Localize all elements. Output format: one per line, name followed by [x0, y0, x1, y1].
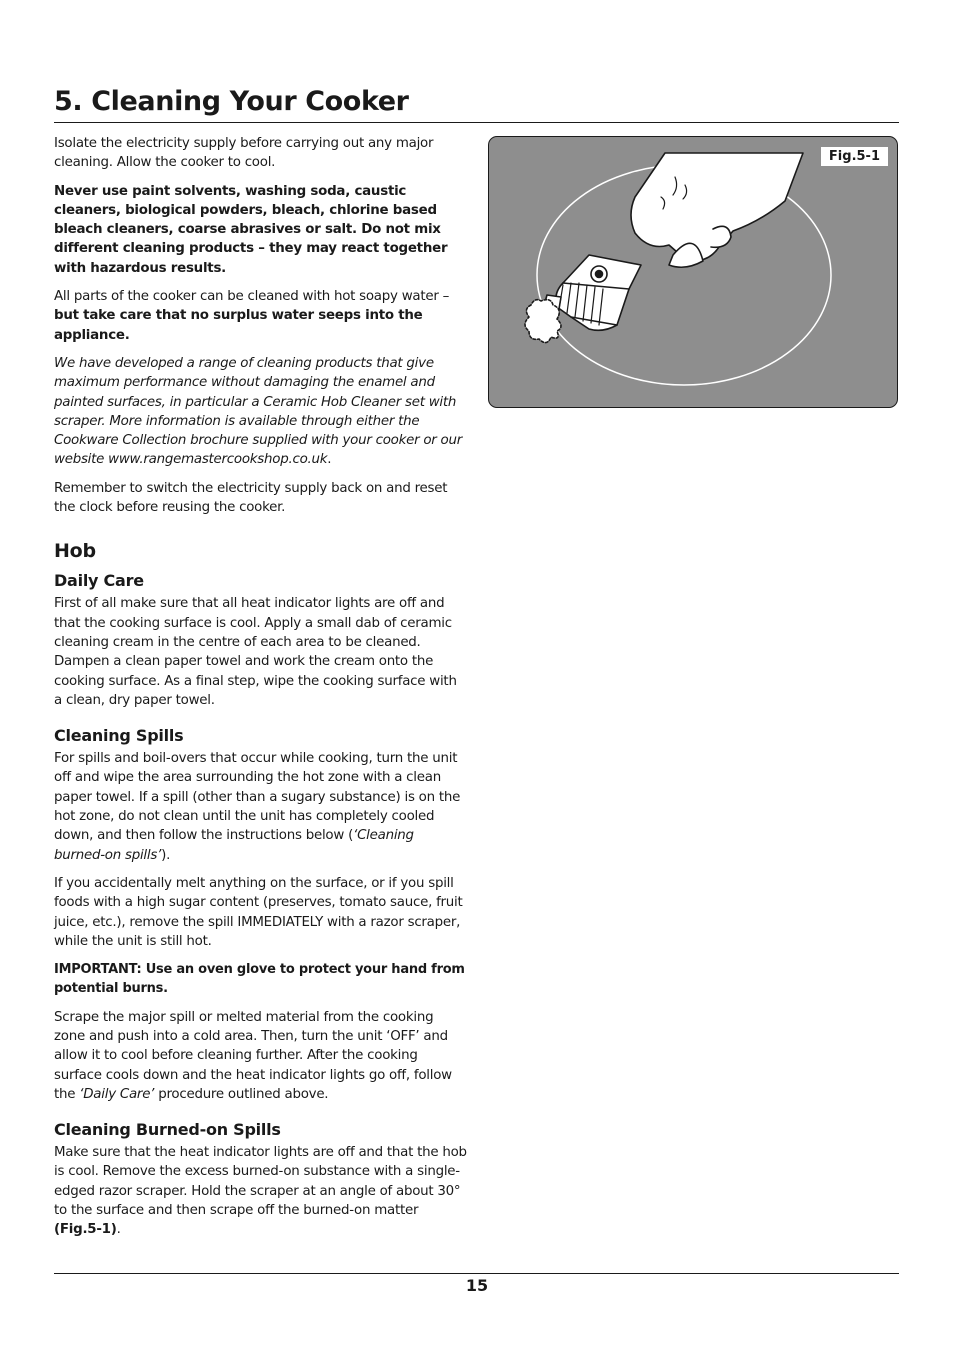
- surplus-water-warning: but take care that no surplus water seeps into the appliance.: [54, 308, 423, 343]
- hand-holding-scraper: [525, 153, 803, 343]
- title-rule: [54, 122, 899, 123]
- figure-reference: (Fig.5-1): [54, 1222, 117, 1238]
- important-text: Use an oven glove to protect your hand from potential burns.: [54, 962, 465, 997]
- products-end: .: [327, 452, 332, 468]
- spills-text-1-end: ).: [161, 847, 171, 863]
- page-number: 15: [465, 1276, 489, 1295]
- daily-care-heading: Daily Care: [54, 571, 144, 591]
- spills-paragraph-2: If you accidentally melt anything on the surface, or if you spill foods with a high sugar content (preserves, tomato sauce, fruit juice, etc.), remove the spill IMMEDIATELY with a razor scraper, while the unit is still hot.: [54, 875, 463, 949]
- hob-heading: Hob: [54, 540, 96, 563]
- daily-care-reference: ‘Daily Care’: [79, 1086, 155, 1102]
- left-column: [54, 134, 468, 1249]
- hob-scraper-illustration: [489, 137, 897, 407]
- intro-products-paragraph: [54, 354, 468, 470]
- spills-paragraph-1: [54, 749, 468, 865]
- intro-warning-paragraph: Never use paint solvents, washing soda, caustic cleaners, biological powders, bleach, chlorine based bleach cleaners, coarse abrasives or salt. Do not mix different cleaning products – they may react together with hazardous results.: [54, 183, 448, 276]
- intro-isolate-paragraph: Isolate the electricity supply before carrying out any major cleaning. Allow the cooker to cool.: [54, 136, 434, 171]
- burned-on-spills-heading: Cleaning Burned-on Spills: [54, 1120, 281, 1140]
- soapy-water-text: All parts of the cooker can be cleaned with hot soapy water –: [54, 289, 450, 305]
- burned-on-paragraph: [54, 1143, 468, 1239]
- cleaning-spills-heading: Cleaning Spills: [54, 726, 184, 746]
- figure-hob-scraper: [488, 136, 898, 408]
- footer-rule: [54, 1273, 899, 1274]
- important-note: [54, 960, 468, 999]
- burned-on-text: Make sure that the heat indicator lights are off and that the hob is cool. Remove the excess burned-on substance with a single-edged razor scraper. Hold the scraper at an angle of about 30° to the surface and then scrape off the burned-on matter: [54, 1145, 467, 1219]
- products-text: We have developed a range of cleaning products that give maximum performance without damaging the enamel and painted surfaces, in particular a Ceramic Hob Cleaner set with scraper. More information is available through either the Cookware Collection brochure supplied with your cooker or our website www.rangemastercookshop.co.uk: [54, 355, 462, 468]
- spills-text-4-end: procedure outlined above.: [154, 1086, 329, 1102]
- spills-text-4: Scrape the major spill or melted material from the cooking zone and push into a cold area. Then, turn the unit ‘OFF’ and allow it to cool before cleaning further. After the cooking surface cools down and the heat indicator lights go off, follow the: [54, 1009, 452, 1102]
- spills-paragraph-4: [54, 1008, 468, 1104]
- daily-care-paragraph: First of all make sure that all heat indicator lights are off and that the cooking surface is cool. Apply a small dab of ceramic cleaning cream in the centre of each area to be cleaned. Dampen a clean paper towel and work the cream onto the cooking surface. As a final step, wipe the cooking surface with a clean, dry paper towel.: [54, 596, 457, 708]
- important-label: IMPORTANT:: [54, 962, 142, 978]
- spills-reference: ‘Cleaning burned-on spills’: [54, 828, 414, 863]
- page-title: 5. Cleaning Your Cooker: [54, 86, 409, 117]
- burned-on-end: .: [116, 1222, 121, 1238]
- spills-text-1: For spills and boil-overs that occur while cooking, turn the unit off and wipe the area surrounding the hot zone with a clean paper towel. If a spill (other than a sugary substance) is on the hot zone, do not clean until the unit has completely cooled down, and then follow the instructions below (: [54, 751, 461, 844]
- intro-reset-clock-paragraph: Remember to switch the electricity supply back on and reset the clock before reusing the cooker.: [54, 480, 448, 516]
- figure-label: Fig.5-1: [821, 147, 888, 166]
- intro-soapy-water-paragraph: [54, 287, 468, 345]
